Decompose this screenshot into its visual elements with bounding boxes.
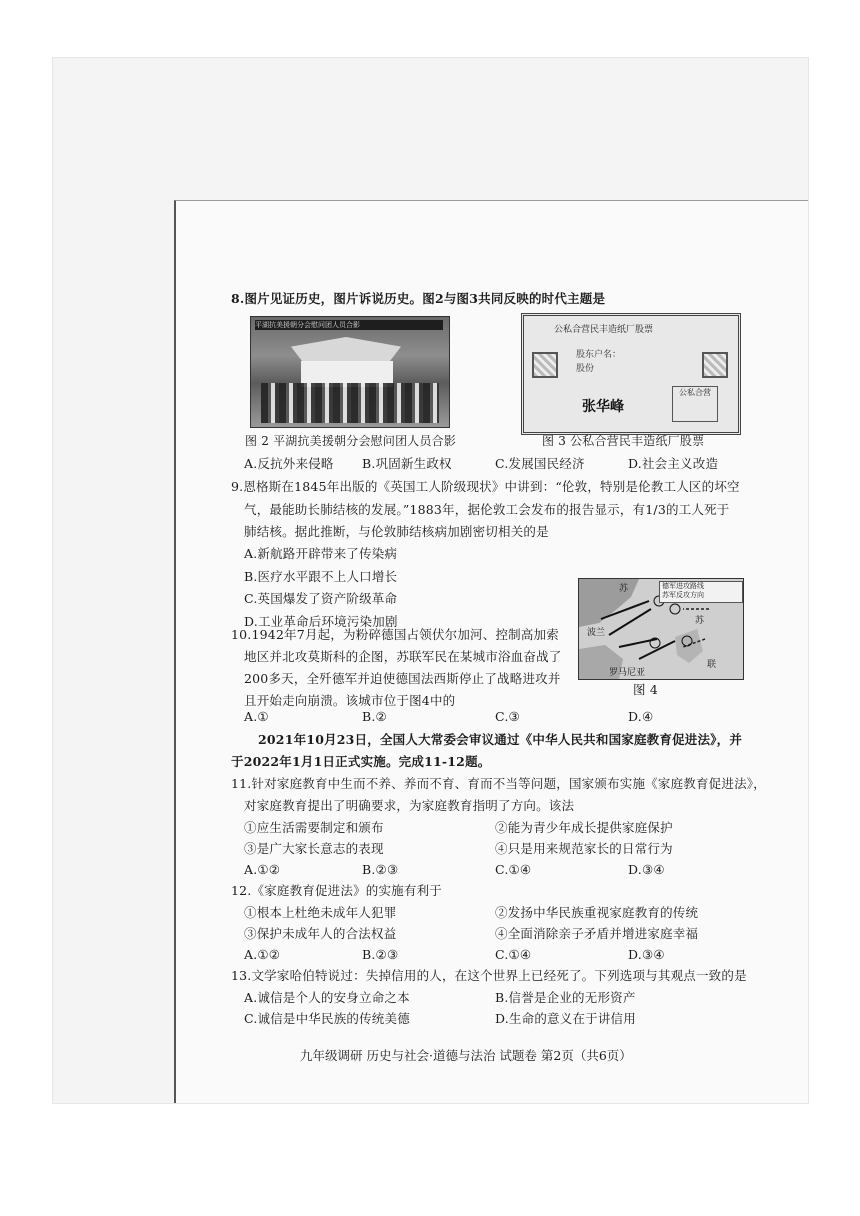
fig3-text-1: 股东户名： [576,350,622,360]
q12-item-1: ①根本上杜绝未成年人犯罪 [244,905,397,920]
q12-item-4: ④全面消除亲子矛盾并增进家庭幸福 [495,926,699,941]
q11-line-2: 对家庭教育提出了明确要求，为家庭教育指明了方向。该法 [244,798,575,813]
q11-item-3: ③是广大家长意志的表现 [244,841,384,856]
q11-line-1: 11.针对家庭教育中生而不养、养而不育、育而不当等问题，国家颁布实施《家庭教育促进法》， [231,776,766,791]
intro-line-1: 2021年10月23日，全国人大常委会审议通过《中华人民共和国家庭教育促进法》，并 [258,732,743,747]
q13-option-c: C.诚信是中华民族的传统美德 [244,1011,410,1026]
q12-option-c: C.①④ [495,947,532,962]
q13-option-b: B.信誉是企业的无形资产 [495,990,636,1005]
fig3-ornament-right [702,352,728,378]
page-footer: 九年级调研 历史与社会·道德与法治 试题卷 第2页（共6页） [300,1048,632,1063]
fig2-banner: 平湖抗美援朝分会慰问团人员合影 [255,320,443,330]
q11-option-b: B.②③ [362,862,399,877]
q13-option-d: D.生命的意义在于讲信用 [495,1011,636,1026]
q13-stem: 13.文学家哈伯特说过：失掉信用的人，在这个世界上已经死了。下列选项与其观点一致的是 [231,968,747,983]
q9-option-d: D.工业革命后环境污染加剧 [244,614,398,629]
fig4-label-lian: 联 [707,660,717,670]
fig2-roof [291,337,401,361]
fig4-legend-1: 德军进攻路线 [662,582,704,590]
q8-option-b: B.巩固新生政权 [362,456,452,471]
q10-line-1: 10.1942年7月起，为粉碎德国占领伏尔加河、控制高加索 [231,627,559,642]
q9-line-1: 9.恩格斯在1845年出版的《英国工人阶级现状》中讲到：“伦敦，特别是伦教工人区的坏空 [231,479,740,494]
fig4-label-su-top: 苏 [619,584,629,594]
q8-stem: 8.图片见证历史，图片诉说历史。图2与图3共同反映的时代主题是 [231,291,606,306]
q10-line-4: 且开始走向崩溃。该城市位于图4中的 [244,693,456,708]
q10-line-2: 地区并北攻莫斯科的企图，苏联军民在某城市浴血奋战了 [244,649,562,664]
q11-option-a: A.①② [244,862,281,877]
q11-option-c: C.①④ [495,862,532,877]
q12-item-2: ②发扬中华民族重视家庭教育的传统 [495,905,699,920]
q10-option-b: B.② [362,709,387,724]
q9-option-c: C.英国爆发了资产阶级革命 [244,591,398,606]
q11-item-4: ④只是用来规范家长的日常行为 [495,841,673,856]
fig3-signature: 张华峰 [582,399,624,415]
fig4-map [578,578,744,680]
q12-item-3: ③保护未成年人的合法权益 [244,926,397,941]
q10-line-3: 200多天，全歼德军并迫使德国法西斯停止了战略进攻并 [244,671,561,686]
q11-option-d: D.③④ [628,862,665,877]
q9-line-3: 肺结核。据此推断，与伦敦肺结核病加剧密切相关的是 [244,524,549,539]
fig3-title: 公私合营民丰造纸厂股票 [554,325,654,335]
q11-item-2: ②能为青少年成长提供家庭保护 [495,820,673,835]
q12-option-d: D.③④ [628,947,665,962]
fig3-ornament-left [532,352,558,378]
fig4-legend-2: 苏军反攻方向 [662,591,704,599]
fig3-text [576,348,621,376]
q12-option-b: B.②③ [362,947,399,962]
fig2-caption: 图 2 平湖抗美援朝分会慰问团人员合影 [245,434,457,448]
q12-option-a: A.①② [244,947,281,962]
q8-option-c: C.发展国民经济 [495,456,585,471]
fig2-photo [250,316,450,428]
fig4-legend [659,581,743,603]
fig3-caption: 图 3 公私合营民丰造纸厂股票 [542,434,705,448]
q10-option-a: A.① [244,709,269,724]
fig3-text-2: 股份 [576,364,595,374]
q11-item-1: ①应生活需要制定和颁布 [244,820,384,835]
intro-line-2: 于2022年1月1日正式实施。完成11-12题。 [231,754,491,769]
fig4-caption: 图 4 [633,682,659,697]
fig3-stock-certificate [521,313,741,435]
q9-option-a: A.新航路开辟带来了传染病 [244,546,398,561]
q10-option-d: D.④ [628,709,654,724]
q8-option-d: D.社会主义改造 [628,456,719,471]
q8-option-a: A.反抗外来侵略 [244,456,334,471]
fig4-label-romania: 罗马尼亚 [609,668,646,678]
q12-stem: 12.《家庭教育促进法》的实施有利于 [231,883,442,898]
q9-line-2: 气，最能助长肺结核的发展。”1883年，据伦敦工会发布的报告显示，有1/3的工人死于 [244,502,730,517]
fig4-label-su: 苏 [695,616,705,626]
q10-option-c: C.③ [495,709,520,724]
fig3-seal: 公私合营 [672,386,718,422]
q13-option-a: A.诚信是个人的安身立命之本 [244,990,410,1005]
fig2-crowd [261,383,439,423]
q9-option-b: B.医疗水平跟不上人口增长 [244,569,398,584]
fig4-label-poland: 波兰 [587,628,606,638]
